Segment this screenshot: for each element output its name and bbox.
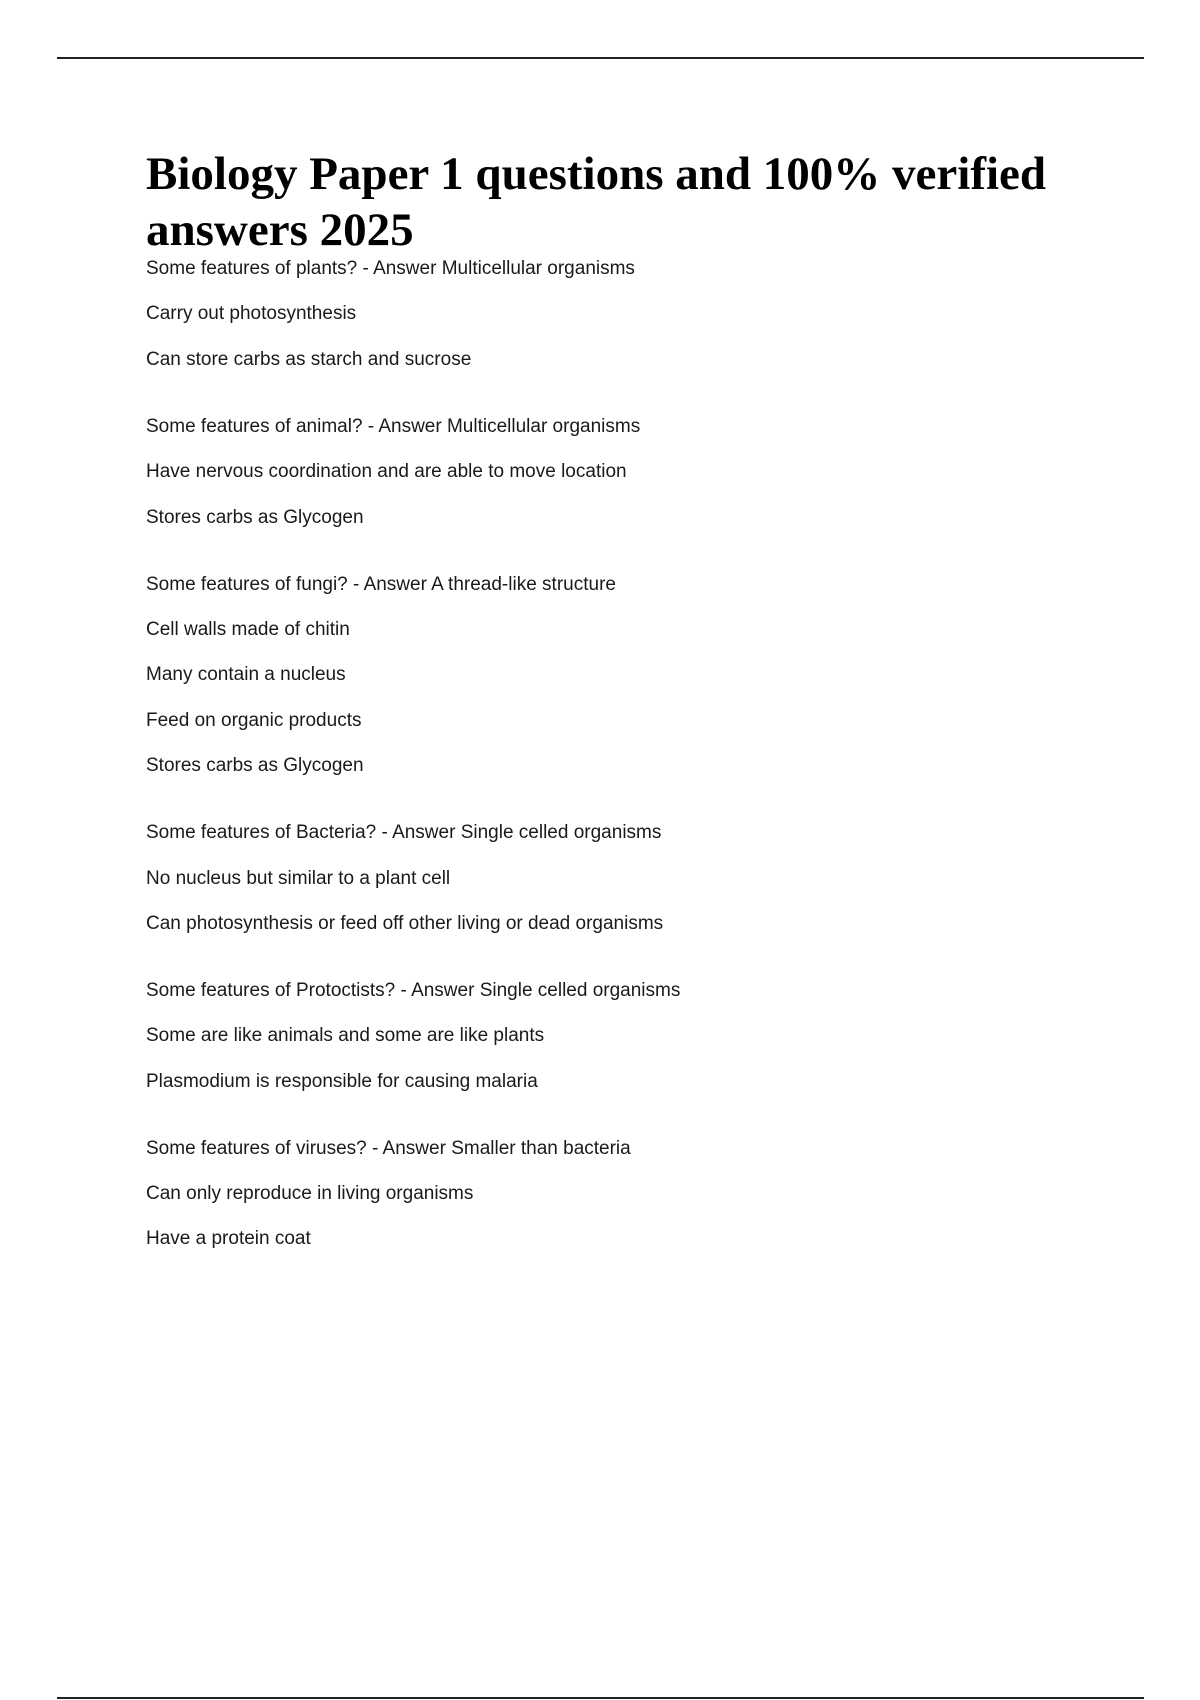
qa-entry-fungi [146, 574, 1106, 778]
answer-line: Plasmodium is responsible for causing malaria [146, 1070, 538, 1092]
answer-line: Many contain a nucleus [146, 664, 346, 686]
answer-line: Stores carbs as Glycogen [146, 506, 364, 528]
question-line: Some features of viruses? - Answer Smaller than bacteria [146, 1137, 631, 1159]
question-line: Some features of fungi? - Answer A thread-like structure [146, 573, 616, 595]
document-body [146, 146, 1106, 1295]
header-rule [57, 57, 1144, 59]
answer-line: No nucleus but similar to a plant cell [146, 867, 451, 889]
answer-line: Carry out photosynthesis [146, 303, 357, 325]
answer-line: Have nervous coordination and are able to move location [146, 461, 627, 483]
question-line: Some features of Protoctists? - Answer Single celled organisms [146, 979, 681, 1001]
answer-line: Have a protein coat [146, 1228, 311, 1250]
answer-line: Some are like animals and some are like plants [146, 1025, 545, 1047]
qa-entry-animal [146, 416, 1106, 529]
qa-entry-plants [146, 258, 1106, 371]
qa-entry-protoctists [146, 980, 1106, 1093]
qa-entry-viruses [146, 1138, 1106, 1251]
answer-line: Can store carbs as starch and sucrose [146, 348, 472, 370]
document-title: Biology Paper 1 questions and 100% verified answers 2025 [146, 148, 1047, 256]
question-line: Some features of Bacteria? - Answer Single celled organisms [146, 822, 662, 844]
qa-entry-bacteria [146, 822, 1106, 935]
question-line: Some features of animal? - Answer Multicellular organisms [146, 415, 641, 437]
answer-line: Stores carbs as Glycogen [146, 755, 364, 777]
question-line: Some features of plants? - Answer Multicellular organisms [146, 258, 635, 279]
footer-rule [57, 1697, 1144, 1699]
qa-list [146, 258, 1106, 1250]
answer-line: Cell walls made of chitin [146, 618, 350, 640]
answer-line: Can only reproduce in living organisms [146, 1183, 474, 1205]
answer-line: Feed on organic products [146, 709, 362, 731]
answer-line: Can photosynthesis or feed off other living or dead organisms [146, 912, 664, 934]
